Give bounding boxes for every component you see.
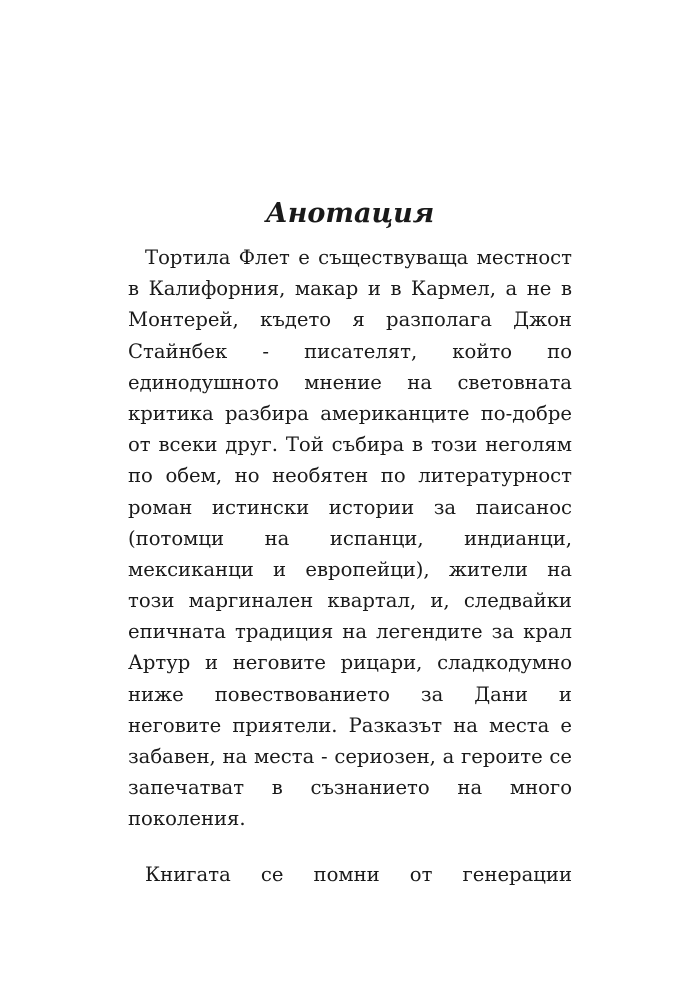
text-line: Монтерей, където я разполага Джон — [128, 308, 572, 332]
paragraph-gap — [128, 835, 572, 859]
text-line: в Калифорния, макар и в Кармел, а не в — [128, 277, 572, 301]
text-line: поколения. — [128, 807, 246, 831]
text-line: Стайнбек - писателят, който по — [128, 339, 572, 363]
text-line: (потомци на испанци, индианци, — [128, 526, 572, 550]
text-line: единодушното мнение на световната — [128, 370, 572, 394]
text-line: ниже повествованието за Дани и — [128, 682, 572, 706]
text-line: по обем, но необятен по литературност — [128, 464, 572, 488]
text-line: Книгата се помни от генерации — [145, 862, 572, 886]
text-line: запечатват в съзнанието на много — [128, 776, 572, 800]
text-line: мексиканци и европейци), жители на — [128, 557, 572, 581]
page-title: Анотация — [265, 198, 435, 229]
text-line: Артур и неговите рицари, сладкодумно — [128, 651, 572, 675]
text-line: критика разбира американците по-добре — [128, 401, 572, 425]
text-line: забавен, на места - сериозен, а героите се — [128, 745, 572, 768]
text-line: от всеки друг. Той събира в този неголям — [128, 433, 572, 457]
text-line: Тортила Флет е съществуваща местност — [145, 246, 572, 269]
annotation-body — [128, 242, 572, 890]
text-line: роман истински истории за паисанос — [128, 495, 572, 519]
text-line: този маргинален квартал, и, следвайки — [128, 589, 572, 613]
text-line: епичната традиция на легендите за крал — [128, 620, 572, 644]
text-line: неговите приятели. Разказът на места е — [128, 713, 572, 737]
